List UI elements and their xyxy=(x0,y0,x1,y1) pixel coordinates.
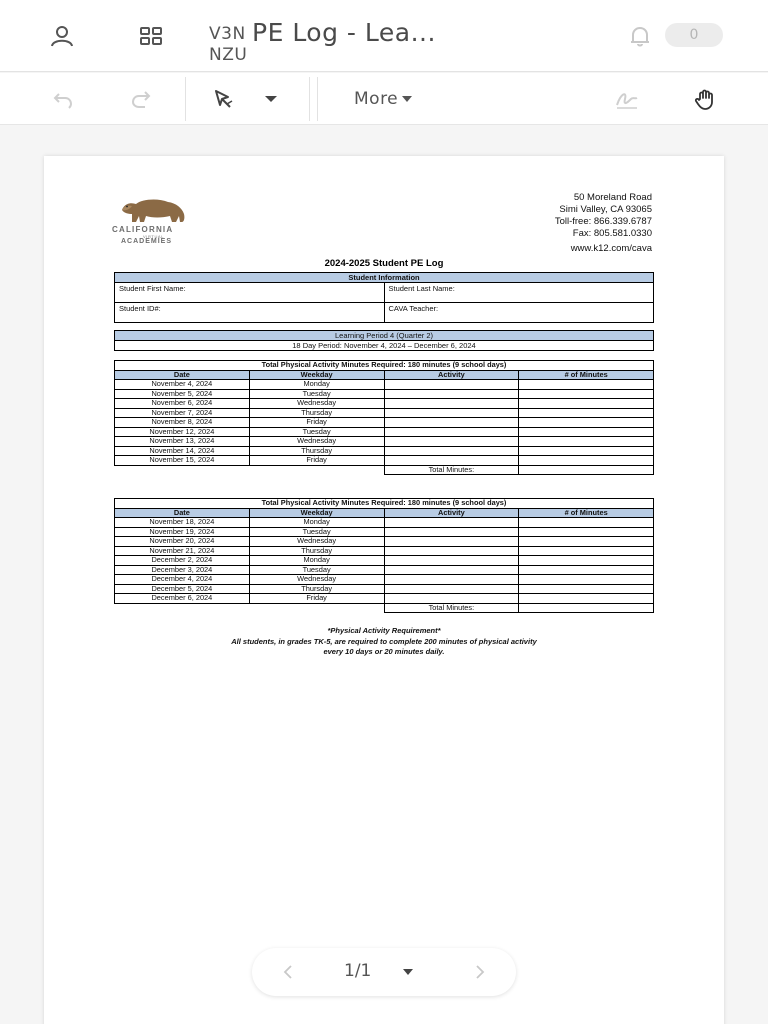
account-icon[interactable] xyxy=(47,21,77,51)
date-cell: December 6, 2024 xyxy=(115,594,250,604)
date-cell: November 6, 2024 xyxy=(115,399,250,409)
date-cell: November 5, 2024 xyxy=(115,389,250,399)
minutes-cell xyxy=(519,527,654,537)
table-row xyxy=(115,537,654,547)
activity-cell xyxy=(384,380,519,390)
table-title: Total Physical Activity Minutes Required: 180 minutes (9 school days) xyxy=(115,361,654,371)
document-viewer[interactable] xyxy=(0,126,768,1024)
blank-cell xyxy=(249,603,384,613)
redo-icon[interactable] xyxy=(126,84,156,114)
table-row xyxy=(115,556,654,566)
bell-icon[interactable] xyxy=(625,21,655,51)
table-row xyxy=(115,594,654,604)
table-row xyxy=(115,399,654,409)
total-minutes-label: Total Minutes: xyxy=(384,603,519,613)
address-block xyxy=(555,192,652,255)
date-cell: November 13, 2024 xyxy=(115,437,250,447)
apps-grid-icon[interactable] xyxy=(136,21,166,51)
column-header-activity: Activity xyxy=(384,508,519,518)
minutes-cell xyxy=(519,556,654,566)
activity-cell xyxy=(384,408,519,418)
minutes-cell xyxy=(519,518,654,528)
blank-cell xyxy=(115,603,250,613)
blank-cell xyxy=(115,465,250,475)
minutes-cell xyxy=(519,584,654,594)
activity-cell xyxy=(384,399,519,409)
activity-log-table xyxy=(114,498,654,613)
table-row xyxy=(115,389,654,399)
minutes-cell xyxy=(519,389,654,399)
weekday-cell: Friday xyxy=(249,418,384,428)
date-cell: December 2, 2024 xyxy=(115,556,250,566)
signature-icon[interactable] xyxy=(612,84,642,114)
minutes-cell xyxy=(519,575,654,585)
student-id-field: Student ID#: xyxy=(115,303,385,323)
activity-cell xyxy=(384,389,519,399)
date-cell: December 5, 2024 xyxy=(115,584,250,594)
column-header-date: Date xyxy=(115,508,250,518)
date-cell: November 15, 2024 xyxy=(115,456,250,466)
weekday-cell: Thursday xyxy=(249,446,384,456)
weekday-cell: Friday xyxy=(249,594,384,604)
weekday-cell: Friday xyxy=(249,456,384,466)
date-cell: November 19, 2024 xyxy=(115,527,250,537)
log-title: 2024-2025 Student PE Log xyxy=(324,258,444,269)
logo-text-california: CALIFORNIA xyxy=(112,225,174,234)
table-row xyxy=(115,518,654,528)
requirement-heading: *Physical Activity Requirement* xyxy=(327,626,441,635)
minutes-cell xyxy=(519,437,654,447)
document-page xyxy=(44,156,724,1024)
date-cell: December 3, 2024 xyxy=(115,565,250,575)
document-title: PE Log - Lea... xyxy=(252,18,436,47)
activity-cell xyxy=(384,418,519,428)
date-cell: November 7, 2024 xyxy=(115,408,250,418)
weekday-cell: Wednesday xyxy=(249,575,384,585)
minutes-cell xyxy=(519,418,654,428)
table-row xyxy=(115,418,654,428)
date-cell: November 14, 2024 xyxy=(115,446,250,456)
table-row xyxy=(115,446,654,456)
chevron-down-icon[interactable] xyxy=(256,84,286,114)
student-info-header: Student Information xyxy=(115,273,654,283)
activity-cell xyxy=(384,537,519,547)
date-cell: November 18, 2024 xyxy=(115,518,250,528)
toolbar-divider xyxy=(309,77,310,121)
date-cell: November 20, 2024 xyxy=(115,537,250,547)
more-button[interactable] xyxy=(354,86,414,112)
more-label: More xyxy=(354,89,399,109)
weekday-cell: Monday xyxy=(249,380,384,390)
hand-icon[interactable] xyxy=(691,84,721,114)
blank-cell xyxy=(249,465,384,475)
table-row xyxy=(115,584,654,594)
page-indicator: 1/1 xyxy=(344,961,372,981)
requirement-line-2: every 10 days or 20 minutes daily. xyxy=(323,647,445,656)
table-row xyxy=(115,565,654,575)
activity-cell xyxy=(384,594,519,604)
weekday-cell: Wednesday xyxy=(249,399,384,409)
weekday-cell: Monday xyxy=(249,556,384,566)
activity-log-table xyxy=(114,360,654,475)
date-cell: November 4, 2024 xyxy=(115,380,250,390)
column-header-date: Date xyxy=(115,370,250,380)
total-minutes-cell xyxy=(519,465,654,475)
minutes-cell xyxy=(519,565,654,575)
weekday-cell: Wednesday xyxy=(249,537,384,547)
weekday-cell: Thursday xyxy=(249,408,384,418)
activity-cell xyxy=(384,527,519,537)
weekday-cell: Wednesday xyxy=(249,437,384,447)
weekday-cell: Thursday xyxy=(249,584,384,594)
toolbar-divider xyxy=(317,77,318,121)
address-website: www.k12.com/cava xyxy=(570,243,652,254)
teacher-field: CAVA Teacher: xyxy=(384,303,654,323)
logo-text-virtual: VIRTUAL xyxy=(143,234,165,239)
minutes-cell xyxy=(519,427,654,437)
weekday-cell: Tuesday xyxy=(249,427,384,437)
address-city: Simi Valley, CA 93065 xyxy=(559,204,652,215)
minutes-cell xyxy=(519,446,654,456)
toolbar-divider xyxy=(185,77,186,121)
date-cell: November 21, 2024 xyxy=(115,546,250,556)
table-title: Total Physical Activity Minutes Required: 180 minutes (9 school days) xyxy=(115,499,654,509)
weekday-cell: Tuesday xyxy=(249,527,384,537)
notification-count-badge[interactable]: 0 xyxy=(665,23,723,47)
address-tollfree: Toll-free: 866.339.6787 xyxy=(554,216,652,227)
learning-period-label: Learning Period 4 (Quarter 2) xyxy=(115,331,654,341)
weekday-cell: Thursday xyxy=(249,546,384,556)
minutes-cell xyxy=(519,399,654,409)
column-header-weekday: Weekday xyxy=(249,508,384,518)
table-row xyxy=(115,408,654,418)
weekday-cell: Tuesday xyxy=(249,389,384,399)
period-table xyxy=(114,330,654,351)
last-name-field: Student Last Name: xyxy=(384,283,654,303)
activity-cell xyxy=(384,518,519,528)
activity-cell xyxy=(384,437,519,447)
activity-cell xyxy=(384,556,519,566)
total-row xyxy=(115,603,654,613)
address-fax: Fax: 805.581.0330 xyxy=(572,228,652,239)
logo-text-academies: ACADEMIES xyxy=(121,238,173,245)
activity-cell xyxy=(384,446,519,456)
total-row xyxy=(115,465,654,475)
column-header-activity: Activity xyxy=(384,370,519,380)
chevron-down-icon xyxy=(400,92,414,106)
weekday-cell: Tuesday xyxy=(249,565,384,575)
activity-cell xyxy=(384,427,519,437)
chevron-right-icon[interactable] xyxy=(470,961,490,983)
requirement-line-1: All students, in grades TK-5, are required to complete 200 minutes of physical activity xyxy=(231,637,537,646)
first-name-field: Student First Name: xyxy=(115,283,385,303)
minutes-cell xyxy=(519,537,654,547)
table-row xyxy=(115,380,654,390)
table-row xyxy=(115,575,654,585)
table-row xyxy=(115,527,654,537)
day-period-label: 18 Day Period: November 4, 2024 – December 6, 2024 xyxy=(115,341,654,351)
minutes-cell xyxy=(519,594,654,604)
chevron-left-icon[interactable] xyxy=(278,961,298,983)
editor-toolbar xyxy=(0,73,768,125)
minutes-cell xyxy=(519,408,654,418)
minutes-cell xyxy=(519,456,654,466)
address-street: 50 Moreland Road xyxy=(573,192,652,203)
table-row xyxy=(115,456,654,466)
minutes-cell xyxy=(519,546,654,556)
column-header-minutes: # of Minutes xyxy=(519,370,654,380)
page-navigator xyxy=(252,948,516,996)
activity-cell xyxy=(384,584,519,594)
table-row xyxy=(115,437,654,447)
activity-cell xyxy=(384,456,519,466)
column-header-weekday: Weekday xyxy=(249,370,384,380)
column-header-minutes: # of Minutes xyxy=(519,508,654,518)
date-cell: November 8, 2024 xyxy=(115,418,250,428)
student-info-table xyxy=(114,272,654,323)
total-minutes-label: Total Minutes: xyxy=(384,465,519,475)
weekday-cell: Monday xyxy=(249,518,384,528)
minutes-cell xyxy=(519,380,654,390)
select-cursor-icon[interactable] xyxy=(209,84,239,114)
date-cell: December 4, 2024 xyxy=(115,575,250,585)
activity-cell xyxy=(384,575,519,585)
activity-cell xyxy=(384,546,519,556)
user-initials: V3N NZU xyxy=(209,24,248,65)
total-minutes-cell xyxy=(519,603,654,613)
undo-icon[interactable] xyxy=(48,84,78,114)
table-row xyxy=(115,427,654,437)
date-cell: November 12, 2024 xyxy=(115,427,250,437)
chevron-down-icon[interactable] xyxy=(398,961,418,983)
table-row xyxy=(115,546,654,556)
activity-cell xyxy=(384,565,519,575)
app-header xyxy=(0,0,768,72)
